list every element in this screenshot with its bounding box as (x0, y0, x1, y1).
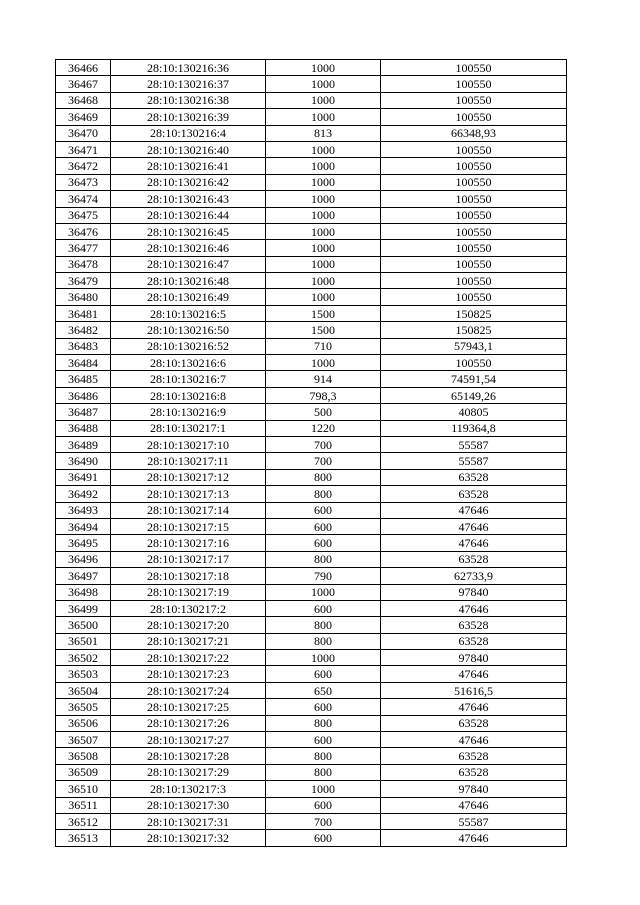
cadastral-number-cell: 28:10:130217:1 (111, 420, 266, 436)
table-row (56, 732, 567, 748)
row-number-cell: 36506 (56, 715, 111, 731)
value-cell: 100550 (381, 289, 567, 305)
cadastral-number-cell: 28:10:130217:19 (111, 584, 266, 600)
area-cell: 1000 (266, 92, 381, 108)
cadastral-number-cell: 28:10:130216:5 (111, 305, 266, 321)
row-number-cell: 36489 (56, 436, 111, 452)
cadastral-number-cell: 28:10:130217:32 (111, 830, 266, 846)
cadastral-number-cell: 28:10:130217:10 (111, 436, 266, 452)
row-number-cell: 36477 (56, 240, 111, 256)
area-cell: 800 (266, 486, 381, 502)
table-row (56, 174, 567, 190)
area-cell: 600 (266, 535, 381, 551)
table-row (56, 797, 567, 813)
cadastral-number-cell: 28:10:130216:39 (111, 109, 266, 125)
area-cell: 700 (266, 813, 381, 829)
cadastral-number-cell: 28:10:130216:4 (111, 125, 266, 141)
area-cell: 1000 (266, 355, 381, 371)
table-row (56, 584, 567, 600)
cadastral-number-cell: 28:10:130217:22 (111, 650, 266, 666)
value-cell: 47646 (381, 699, 567, 715)
row-number-cell: 36499 (56, 600, 111, 616)
value-cell: 63528 (381, 486, 567, 502)
cadastral-number-cell: 28:10:130217:31 (111, 813, 266, 829)
row-number-cell: 36504 (56, 682, 111, 698)
row-number-cell: 36474 (56, 191, 111, 207)
table-row (56, 715, 567, 731)
row-number-cell: 36512 (56, 813, 111, 829)
table-row (56, 600, 567, 616)
table-row (56, 387, 567, 403)
area-cell: 1500 (266, 305, 381, 321)
value-cell: 100550 (381, 355, 567, 371)
cadastral-number-cell: 28:10:130217:24 (111, 682, 266, 698)
row-number-cell: 36481 (56, 305, 111, 321)
value-cell: 47646 (381, 600, 567, 616)
cadastral-number-cell: 28:10:130217:12 (111, 469, 266, 485)
cadastral-number-cell: 28:10:130217:17 (111, 551, 266, 567)
area-cell: 700 (266, 436, 381, 452)
cadastral-number-cell: 28:10:130216:41 (111, 158, 266, 174)
cadastral-number-cell: 28:10:130216:44 (111, 207, 266, 223)
table-row (56, 76, 567, 92)
cadastral-number-cell: 28:10:130216:7 (111, 371, 266, 387)
value-cell: 100550 (381, 174, 567, 190)
table-row (56, 338, 567, 354)
cadastral-number-cell: 28:10:130216:40 (111, 141, 266, 157)
cadastral-number-cell: 28:10:130217:14 (111, 502, 266, 518)
value-cell: 97840 (381, 650, 567, 666)
area-cell: 500 (266, 404, 381, 420)
cadastral-number-cell: 28:10:130216:6 (111, 355, 266, 371)
row-number-cell: 36486 (56, 387, 111, 403)
row-number-cell: 36505 (56, 699, 111, 715)
area-cell: 1000 (266, 60, 381, 76)
value-cell: 63528 (381, 715, 567, 731)
area-cell: 600 (266, 518, 381, 534)
value-cell: 100550 (381, 256, 567, 272)
cadastral-number-cell: 28:10:130216:37 (111, 76, 266, 92)
value-cell: 47646 (381, 535, 567, 551)
value-cell: 100550 (381, 207, 567, 223)
cadastral-number-cell: 28:10:130217:2 (111, 600, 266, 616)
row-number-cell: 36467 (56, 76, 111, 92)
cadastral-number-cell: 28:10:130216:38 (111, 92, 266, 108)
cadastral-number-cell: 28:10:130216:42 (111, 174, 266, 190)
row-number-cell: 36498 (56, 584, 111, 600)
table-row (56, 207, 567, 223)
area-cell: 1000 (266, 76, 381, 92)
row-number-cell: 36469 (56, 109, 111, 125)
area-cell: 600 (266, 830, 381, 846)
row-number-cell: 36503 (56, 666, 111, 682)
cadastral-number-cell: 28:10:130217:13 (111, 486, 266, 502)
table-row (56, 240, 567, 256)
row-number-cell: 36466 (56, 60, 111, 76)
area-cell: 790 (266, 568, 381, 584)
table-row (56, 289, 567, 305)
table-row (56, 420, 567, 436)
value-cell: 100550 (381, 223, 567, 239)
cadastral-number-cell: 28:10:130217:21 (111, 633, 266, 649)
row-number-cell: 36510 (56, 781, 111, 797)
row-number-cell: 36508 (56, 748, 111, 764)
cadastral-number-cell: 28:10:130216:9 (111, 404, 266, 420)
value-cell: 47646 (381, 732, 567, 748)
cadastral-number-cell: 28:10:130216:47 (111, 256, 266, 272)
area-cell: 1000 (266, 158, 381, 174)
value-cell: 97840 (381, 781, 567, 797)
row-number-cell: 36507 (56, 732, 111, 748)
row-number-cell: 36470 (56, 125, 111, 141)
cadastral-number-cell: 28:10:130217:30 (111, 797, 266, 813)
cadastral-number-cell: 28:10:130217:20 (111, 617, 266, 633)
table-row (56, 60, 567, 76)
area-cell: 1000 (266, 191, 381, 207)
area-cell: 1000 (266, 584, 381, 600)
area-cell: 600 (266, 666, 381, 682)
table-row (56, 502, 567, 518)
row-number-cell: 36487 (56, 404, 111, 420)
value-cell: 63528 (381, 617, 567, 633)
table-row (56, 256, 567, 272)
cadastral-number-cell: 28:10:130216:8 (111, 387, 266, 403)
area-cell: 600 (266, 797, 381, 813)
table-row (56, 830, 567, 846)
area-cell: 800 (266, 617, 381, 633)
row-number-cell: 36500 (56, 617, 111, 633)
value-cell: 57943,1 (381, 338, 567, 354)
table-row (56, 223, 567, 239)
table-row (56, 568, 567, 584)
table-row (56, 617, 567, 633)
table-row (56, 486, 567, 502)
value-cell: 55587 (381, 453, 567, 469)
value-cell: 63528 (381, 469, 567, 485)
cadastral-number-cell: 28:10:130217:18 (111, 568, 266, 584)
row-number-cell: 36513 (56, 830, 111, 846)
value-cell: 63528 (381, 551, 567, 567)
area-cell: 1500 (266, 322, 381, 338)
area-cell: 1000 (266, 207, 381, 223)
row-number-cell: 36468 (56, 92, 111, 108)
area-cell: 1000 (266, 174, 381, 190)
table-row (56, 371, 567, 387)
table-row (56, 518, 567, 534)
cadastral-number-cell: 28:10:130216:50 (111, 322, 266, 338)
area-cell: 600 (266, 732, 381, 748)
row-number-cell: 36473 (56, 174, 111, 190)
area-cell: 650 (266, 682, 381, 698)
cadastral-number-cell: 28:10:130216:36 (111, 60, 266, 76)
value-cell: 51616,5 (381, 682, 567, 698)
table-row (56, 666, 567, 682)
row-number-cell: 36472 (56, 158, 111, 174)
value-cell: 47646 (381, 518, 567, 534)
row-number-cell: 36475 (56, 207, 111, 223)
row-number-cell: 36491 (56, 469, 111, 485)
area-cell: 1000 (266, 273, 381, 289)
row-number-cell: 36484 (56, 355, 111, 371)
cadastral-number-cell: 28:10:130217:23 (111, 666, 266, 682)
area-cell: 710 (266, 338, 381, 354)
value-cell: 63528 (381, 748, 567, 764)
row-number-cell: 36480 (56, 289, 111, 305)
area-cell: 813 (266, 125, 381, 141)
table-row (56, 109, 567, 125)
area-cell: 800 (266, 633, 381, 649)
area-cell: 1000 (266, 256, 381, 272)
value-cell: 55587 (381, 813, 567, 829)
value-cell: 150825 (381, 322, 567, 338)
row-number-cell: 36479 (56, 273, 111, 289)
area-cell: 800 (266, 748, 381, 764)
value-cell: 100550 (381, 158, 567, 174)
row-number-cell: 36482 (56, 322, 111, 338)
table-row (56, 355, 567, 371)
area-cell: 600 (266, 600, 381, 616)
table-row (56, 781, 567, 797)
row-number-cell: 36485 (56, 371, 111, 387)
table-row (56, 92, 567, 108)
value-cell: 100550 (381, 76, 567, 92)
row-number-cell: 36509 (56, 764, 111, 780)
cadastral-number-cell: 28:10:130217:11 (111, 453, 266, 469)
row-number-cell: 36483 (56, 338, 111, 354)
row-number-cell: 36492 (56, 486, 111, 502)
row-number-cell: 36488 (56, 420, 111, 436)
value-cell: 40805 (381, 404, 567, 420)
value-cell: 55587 (381, 436, 567, 452)
table-row (56, 273, 567, 289)
cadastral-number-cell: 28:10:130216:49 (111, 289, 266, 305)
row-number-cell: 36495 (56, 535, 111, 551)
area-cell: 1000 (266, 109, 381, 125)
table-row (56, 404, 567, 420)
value-cell: 100550 (381, 240, 567, 256)
table-row (56, 469, 567, 485)
row-number-cell: 36493 (56, 502, 111, 518)
area-cell: 914 (266, 371, 381, 387)
value-cell: 47646 (381, 830, 567, 846)
cadastral-number-cell: 28:10:130217:29 (111, 764, 266, 780)
value-cell: 47646 (381, 502, 567, 518)
row-number-cell: 36490 (56, 453, 111, 469)
value-cell: 66348,93 (381, 125, 567, 141)
value-cell: 100550 (381, 141, 567, 157)
cadastral-number-cell: 28:10:130216:43 (111, 191, 266, 207)
value-cell: 100550 (381, 191, 567, 207)
value-cell: 100550 (381, 273, 567, 289)
value-cell: 63528 (381, 633, 567, 649)
value-cell: 100550 (381, 60, 567, 76)
row-number-cell: 36501 (56, 633, 111, 649)
cadastral-number-cell: 28:10:130217:3 (111, 781, 266, 797)
table-row (56, 764, 567, 780)
table-row (56, 322, 567, 338)
parcel-table (55, 59, 567, 847)
table-row (56, 633, 567, 649)
area-cell: 1000 (266, 223, 381, 239)
value-cell: 74591,54 (381, 371, 567, 387)
area-cell: 1000 (266, 650, 381, 666)
area-cell: 1220 (266, 420, 381, 436)
row-number-cell: 36494 (56, 518, 111, 534)
table-row (56, 125, 567, 141)
table-row (56, 305, 567, 321)
row-number-cell: 36471 (56, 141, 111, 157)
area-cell: 1000 (266, 289, 381, 305)
table-row (56, 436, 567, 452)
table-row (56, 453, 567, 469)
value-cell: 65149,26 (381, 387, 567, 403)
table-row (56, 699, 567, 715)
cadastral-number-cell: 28:10:130217:15 (111, 518, 266, 534)
area-cell: 798,3 (266, 387, 381, 403)
table-row (56, 650, 567, 666)
table-row (56, 535, 567, 551)
row-number-cell: 36497 (56, 568, 111, 584)
table-row (56, 158, 567, 174)
cadastral-number-cell: 28:10:130216:52 (111, 338, 266, 354)
cadastral-number-cell: 28:10:130217:27 (111, 732, 266, 748)
row-number-cell: 36502 (56, 650, 111, 666)
area-cell: 1000 (266, 240, 381, 256)
cadastral-number-cell: 28:10:130216:45 (111, 223, 266, 239)
cadastral-number-cell: 28:10:130216:46 (111, 240, 266, 256)
table-row (56, 682, 567, 698)
cadastral-number-cell: 28:10:130216:48 (111, 273, 266, 289)
table-row (56, 748, 567, 764)
area-cell: 700 (266, 453, 381, 469)
cadastral-number-cell: 28:10:130217:28 (111, 748, 266, 764)
value-cell: 62733,9 (381, 568, 567, 584)
area-cell: 600 (266, 502, 381, 518)
value-cell: 97840 (381, 584, 567, 600)
value-cell: 100550 (381, 109, 567, 125)
value-cell: 63528 (381, 764, 567, 780)
row-number-cell: 36511 (56, 797, 111, 813)
row-number-cell: 36496 (56, 551, 111, 567)
table-row (56, 141, 567, 157)
table-row (56, 813, 567, 829)
row-number-cell: 36476 (56, 223, 111, 239)
row-number-cell: 36478 (56, 256, 111, 272)
area-cell: 800 (266, 764, 381, 780)
table-row (56, 191, 567, 207)
value-cell: 47646 (381, 797, 567, 813)
area-cell: 1000 (266, 141, 381, 157)
area-cell: 800 (266, 715, 381, 731)
table-row (56, 551, 567, 567)
area-cell: 600 (266, 699, 381, 715)
area-cell: 800 (266, 551, 381, 567)
cadastral-number-cell: 28:10:130217:16 (111, 535, 266, 551)
value-cell: 47646 (381, 666, 567, 682)
area-cell: 800 (266, 469, 381, 485)
cadastral-number-cell: 28:10:130217:25 (111, 699, 266, 715)
value-cell: 100550 (381, 92, 567, 108)
table-body (56, 60, 567, 847)
value-cell: 150825 (381, 305, 567, 321)
value-cell: 119364,8 (381, 420, 567, 436)
cadastral-number-cell: 28:10:130217:26 (111, 715, 266, 731)
area-cell: 1000 (266, 781, 381, 797)
